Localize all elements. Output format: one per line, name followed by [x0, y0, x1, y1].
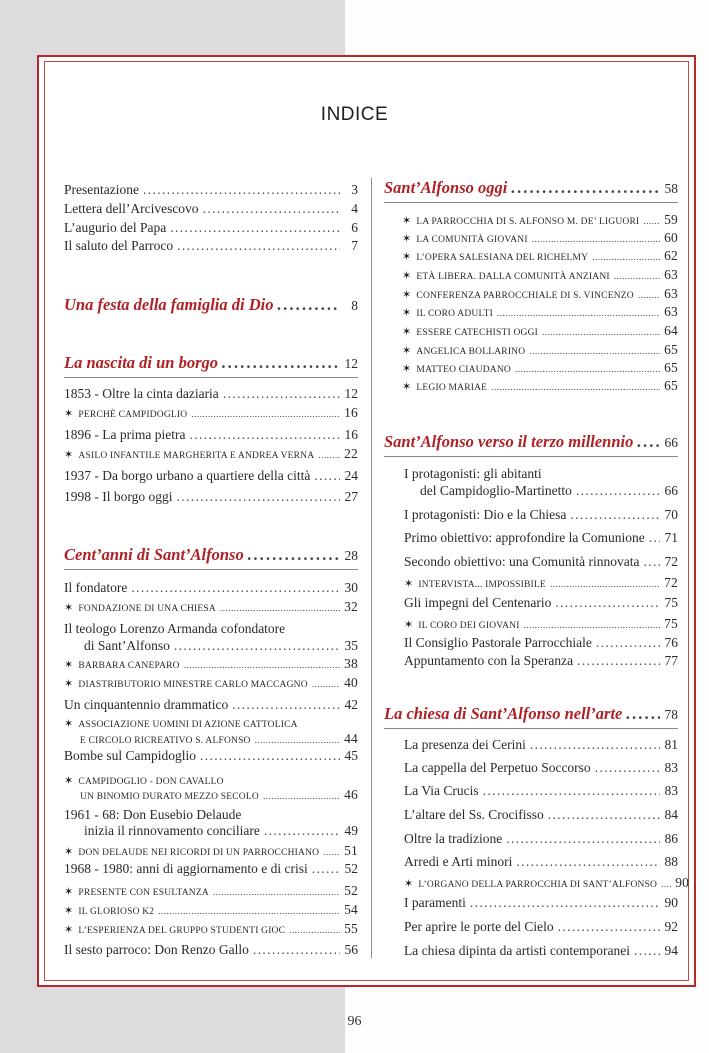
star-icon: ✶ [64, 678, 74, 690]
toc-subentry[interactable]: ✶ PRESENTE CON ESULTANZA . . . 52 [64, 882, 358, 902]
section-rule [384, 202, 678, 203]
toc-subentry[interactable]: ✶ MATTEO CIAUDANO . . . 65 [384, 359, 678, 379]
toc-section-heading[interactable]: Sant’Alfonso oggi . . . 58 [384, 179, 678, 198]
toc-entry[interactable]: Oltre la tradizione . . . 86 [384, 830, 678, 848]
star-icon: ✶ [402, 251, 412, 263]
star-icon: ✶ [64, 602, 74, 614]
toc-subentry[interactable]: ✶ ANGELICA BOLLARINO . . . 65 [384, 341, 678, 361]
star-icon: ✶ [402, 326, 412, 338]
toc-entry[interactable]: La cappella del Perpetuo Soccorso . . . 83 [384, 759, 678, 777]
star-icon: ✶ [64, 718, 74, 730]
toc-entry[interactable]: 1968 - 1980: anni di aggiornamento e di crisi . . . 52 [64, 860, 358, 878]
toc-entry[interactable]: 1937 - Da borgo urbano a quartiere della città . . . 24 [64, 467, 358, 485]
star-icon: ✶ [64, 659, 74, 671]
toc-subentry[interactable]: ✶ ESSERE CATECHISTI OGGI . . . 64 [384, 322, 678, 342]
toc-subentry[interactable]: ✶ IL GLORIOSO K2 . . . 54 [64, 901, 358, 921]
toc-subentry[interactable]: ✶ L’ORGANO DELLA PARROCCHIA DI SANT’ALFONSO . . . 90 [384, 874, 678, 894]
toc-subentry[interactable]: ✶ LEGIO MARIAE . . . 65 [384, 377, 678, 397]
star-icon: ✶ [402, 363, 412, 375]
toc-section-heading[interactable]: Una festa della famiglia di Dio . . . 8 [64, 296, 358, 315]
toc-subentry[interactable]: ✶ INTERVISTA... IMPOSSIBILE . . . 72 [384, 574, 678, 594]
toc-subentry[interactable]: ✶ BARBARA CANEPARO . . . 38 [64, 655, 358, 675]
toc-section-heading[interactable]: La nascita di un borgo . . . 12 [64, 354, 358, 373]
star-icon: ✶ [402, 307, 412, 319]
toc-subentry[interactable]: ✶ CONFERENZA PARROCCHIALE DI S. VINCENZO . . . 63 [384, 285, 678, 305]
page-title: INDICE [320, 104, 389, 125]
toc-subentry[interactable]: ✶ IL CORO ADULTI . . . 63 [384, 303, 678, 323]
toc-entry[interactable]: Appuntamento con la Speranza . . . 77 [384, 652, 678, 670]
toc-entry[interactable]: Un cinquantennio drammatico . . . 42 [64, 696, 358, 714]
toc-entry[interactable]: Presentazione . . . 3 [64, 181, 358, 199]
toc-section-heading[interactable]: Cent’anni di Sant’Alfonso . . . 28 [64, 546, 358, 565]
toc-entry[interactable]: Secondo obiettivo: una Comunità rinnovata . . . 72 [384, 553, 678, 571]
star-icon: ✶ [64, 846, 74, 858]
toc-entry[interactable]: Primo obiettivo: approfondire la Comunione . . . 71 [384, 529, 678, 547]
star-icon: ✶ [64, 886, 74, 898]
toc-entry[interactable]: Arredi e Arti minori . . . 88 [384, 853, 678, 871]
star-icon: ✶ [64, 408, 74, 420]
toc-entry[interactable]: La Via Crucis . . . 83 [384, 782, 678, 800]
toc-entry[interactable]: L’altare del Ss. Crocifisso . . . 84 [384, 806, 678, 824]
star-icon: ✶ [404, 878, 414, 890]
toc-entry-continued[interactable]: del Campidoglio-Martinetto . . . 66 [384, 482, 678, 500]
toc-entry[interactable]: 1853 - Oltre la cinta daziaria . . . 12 [64, 385, 358, 403]
star-icon: ✶ [402, 215, 412, 227]
toc-subentry[interactable]: ✶ DON DELAUDE NEI RICORDI DI UN PARROCCHIANO . . . 51 [64, 842, 358, 862]
toc-entry[interactable]: L’augurio del Papa . . . 6 [64, 219, 358, 237]
toc-entry[interactable]: I paramenti . . . 90 [384, 894, 678, 912]
toc-entry[interactable]: La presenza dei Cerini . . . 81 [384, 736, 678, 754]
toc-entry[interactable]: Il teologo Lorenzo Armanda cofondatore [64, 621, 286, 636]
toc-subentry[interactable]: ✶ IL CORO DEI GIOVANI . . . 75 [384, 615, 678, 635]
toc-entry-continued[interactable]: inizia il rinnovamento conciliare . . . 49 [64, 822, 358, 840]
toc-entry[interactable]: Bombe sul Campidoglio . . . 45 [64, 747, 358, 765]
toc-subentry[interactable]: ✶ LA COMUNITÀ GIOVANI . . . 60 [384, 229, 678, 249]
toc-subentry[interactable]: ✶ PERCHÈ CAMPIDOGLIO . . . 16 [64, 404, 358, 424]
toc-entry[interactable]: Per aprire le porte del Cielo . . . 92 [384, 918, 678, 936]
toc-entry[interactable]: Il fondatore . . . 30 [64, 579, 358, 597]
toc-entry[interactable]: 1998 - Il borgo oggi . . . 27 [64, 488, 358, 506]
toc-subentry[interactable]: ✶ ASSOCIAZIONE UOMINI DI AZIONE CATTOLICA [64, 715, 358, 734]
toc-subentry[interactable]: ✶ ETÀ LIBERA. DALLA COMUNITÀ ANZIANI . . . 63 [384, 266, 678, 286]
star-icon: ✶ [64, 924, 74, 936]
star-icon: ✶ [402, 345, 412, 357]
section-rule [64, 377, 358, 378]
toc-entry-continued[interactable]: di Sant’Alfonso . . . 35 [64, 637, 358, 655]
toc-entry[interactable]: Gli impegni del Centenario . . . 75 [384, 594, 678, 612]
toc-entry[interactable]: 1896 - La prima pietra . . . 16 [64, 426, 358, 444]
toc-entry[interactable]: Il Consiglio Pastorale Parrocchiale . . . 76 [384, 634, 678, 652]
toc-subentry-continued[interactable]: UN BINOMIO DURATO MEZZO SECOLO . . . 46 [64, 786, 358, 806]
star-icon: ✶ [402, 233, 412, 245]
star-icon: ✶ [64, 905, 74, 917]
toc-entry[interactable]: I protagonisti: gli abitanti [404, 466, 542, 481]
toc-entry[interactable]: Il saluto del Parroco . . . 7 [64, 237, 358, 255]
column-divider [371, 178, 372, 958]
section-rule [384, 456, 678, 457]
toc-subentry[interactable]: ✶ FONDAZIONE DI UNA CHIESA . . . 32 [64, 598, 358, 618]
toc-subentry[interactable]: ✶ LA PARROCCHIA DI S. ALFONSO M. DE’ LIGUORI . . . 59 [384, 211, 678, 231]
toc-subentry[interactable]: ✶ L’ESPERIENZA DEL GRUPPO STUDENTI GIOC . . . 55 [64, 920, 358, 940]
section-rule [384, 728, 678, 729]
section-rule [64, 569, 358, 570]
page-number: 96 [347, 1014, 362, 1029]
toc-section-heading[interactable]: La chiesa di Sant’Alfonso nell’arte . . . 78 [384, 705, 678, 724]
star-icon: ✶ [64, 775, 74, 787]
toc-entry[interactable]: Il sesto parroco: Don Renzo Gallo . . . 56 [64, 941, 358, 959]
star-icon: ✶ [404, 619, 414, 631]
star-icon: ✶ [404, 578, 414, 590]
star-icon: ✶ [64, 449, 74, 461]
toc-entry[interactable]: I protagonisti: Dio e la Chiesa . . . 70 [384, 506, 678, 524]
toc-subentry[interactable]: ✶ ASILO INFANTILE MARGHERITA E ANDREA VERNA . . . 22 [64, 445, 358, 465]
toc-subentry[interactable]: ✶ CAMPIDOGLIO - DON CAVALLO [64, 772, 358, 791]
toc-subentry[interactable]: ✶ L’OPERA SALESIANA DEL RICHELMY . . . 62 [384, 247, 678, 267]
star-icon: ✶ [402, 270, 412, 282]
star-icon: ✶ [402, 289, 412, 301]
toc-section-heading[interactable]: Sant’Alfonso verso il terzo millennio . . . 66 [384, 433, 678, 452]
toc-subentry[interactable]: ✶ DIASTRIBUTORIO MINESTRE CARLO MACCAGNO . . . 40 [64, 674, 358, 694]
toc-entry[interactable]: Lettera dell’Arcivescovo . . . 4 [64, 200, 358, 218]
toc-entry[interactable]: La chiesa dipinta da artisti contemporanei . . . 94 [384, 942, 678, 960]
toc-entry[interactable]: 1961 - 68: Don Eusebio Delaude [64, 807, 242, 822]
toc-subentry-continued[interactable]: E CIRCOLO RICREATIVO S. ALFONSO . . . 44 [64, 730, 358, 750]
star-icon: ✶ [402, 381, 412, 393]
